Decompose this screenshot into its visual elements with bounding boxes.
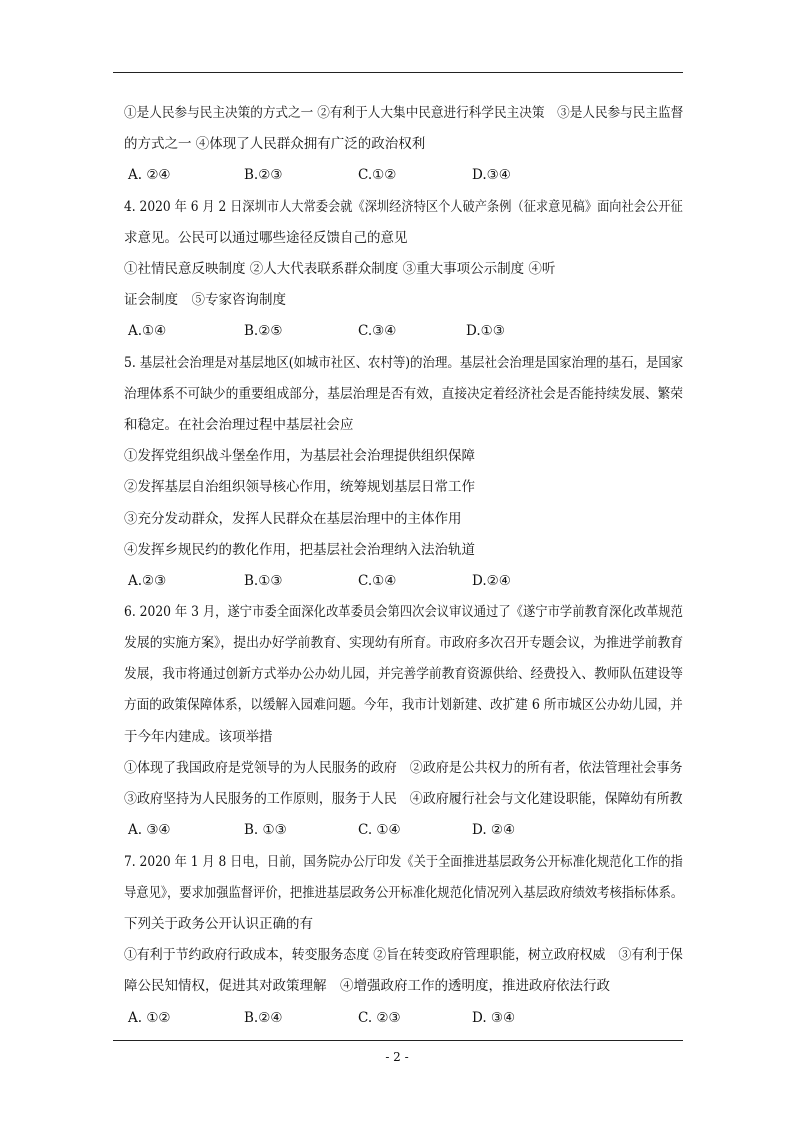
q4-line-4: 证会制度 ⑤专家咨询制度 <box>124 292 286 308</box>
q6-option-b: B. ①③ <box>244 822 287 838</box>
q5-line-1: 5. 基层社会治理是对基层地区(如城市社区、农村等)的治理。基层社会治理是国家治理的基石，是国家 <box>124 355 684 371</box>
q7-line-4: ①有利于节约政府行政成本，转变服务态度 ②旨在转变政府管理职能，树立政府权威 ③有利于保 <box>124 947 683 963</box>
q6-line-1: 6. 2020 年 3 月，遂宁市委全面深化改革委员会第四次会议审议通过了《遂宁市学前教育深化改革规范 <box>124 604 683 620</box>
q5-option-c: C.①④ <box>358 573 397 589</box>
q5-option-d: D.②④ <box>472 573 511 589</box>
q4-line-2: 求意见。公民可以通过哪些途径反馈自己的意见 <box>124 230 408 246</box>
q7-option-b: B.②④ <box>244 1010 283 1026</box>
q5-line-5: ②发挥基层自治组织领导核心作用，统筹规划基层日常工作 <box>124 479 475 495</box>
q3-line-2: 的方式之一 ④体现了人民群众拥有广泛的政治权利 <box>124 136 426 152</box>
q6-line-2: 发展的实施方案》，提出办好学前教育、实现幼有所育。市政府多次召开专题会议，为推进学前教育 <box>124 635 684 651</box>
q7-line-3: 下列关于政务公开认识正确的有 <box>124 916 313 932</box>
q3-option-d: D.③④ <box>472 167 511 183</box>
page-number: - 2 - <box>385 1050 409 1064</box>
q5-option-a: A.②③ <box>128 573 167 589</box>
footer-rule <box>113 1040 683 1041</box>
q5-option-b: B.①③ <box>244 573 283 589</box>
q4-option-a: A.①④ <box>128 323 167 339</box>
q6-line-5: 于今年内建成。该项举措 <box>124 729 273 745</box>
q6-line-6: ①体现了我国政府是党领导的为人民服务的政府 ②政府是公共权力的所有者，依法管理社会事务 <box>124 760 683 776</box>
q6-line-7: ③政府坚持为人民服务的工作原则，服务于人民 ④政府履行社会与文化建设职能，保障幼有所教 <box>124 791 683 807</box>
q5-line-2: 治理体系不可缺少的重要组成部分，基层治理是否有效，直接决定着经济社会是否能持续发展、繁荣 <box>124 386 684 402</box>
q7-option-c: C. ②③ <box>358 1010 401 1026</box>
q5-line-6: ③充分发动群众，发挥人民群众在基层治理中的主体作用 <box>124 511 462 527</box>
q4-option-c: C.③④ <box>358 323 397 339</box>
q6-option-a: A. ③④ <box>128 822 171 838</box>
q6-line-3: 发展，我市将通过创新方式举办公办幼儿园，并完善学前教育资源供给、经费投入、教师队伍建设等 <box>124 666 684 682</box>
q3-line-1: ①是人民参与民主决策的方式之一 ②有利于人大集中民意进行科学民主决策 ③是人民参与民主监督 <box>124 105 684 121</box>
q7-line-5: 障公民知情权，促进其对政策理解 ④增强政府工作的透明度，推进政府依法行政 <box>124 978 610 994</box>
q3-option-a: A. ②④ <box>128 167 171 183</box>
q3-option-b: B.②③ <box>244 167 283 183</box>
q7-option-d: D. ③④ <box>472 1010 516 1026</box>
q4-line-1: 4. 2020 年 6 月 2 日深圳市人大常委会就《深圳经济特区个人破产条例（征求意见稿》面向社会公开征 <box>124 199 683 215</box>
header-rule <box>113 72 683 73</box>
q3-option-c: C.①② <box>358 167 397 183</box>
q5-line-7: ④发挥乡规民约的教化作用，把基层社会治理纳入法治轨道 <box>124 542 475 558</box>
q5-line-4: ①发挥党组织战斗堡垒作用，为基层社会治理提供组织保障 <box>124 448 475 464</box>
q5-line-3: 和稳定。在社会治理过程中基层社会应 <box>124 417 354 433</box>
q7-line-2: 导意见》，要求加强监督评价，把推进基层政务公开标准化规范化情况列入基层政府绩效考核指标体系。 <box>124 885 684 901</box>
q6-line-4: 方面的政策保障体系，以缓解入园难问题。今年，我市计划新建、改扩建 6 所市城区公办幼儿园，并 <box>124 697 683 713</box>
q6-option-c: C. ①④ <box>358 822 401 838</box>
q4-line-3: ①社情民意反映制度 ②人大代表联系群众制度 ③重大事项公示制度 ④听 <box>124 261 556 277</box>
q4-option-d: D.①③ <box>466 323 505 339</box>
q7-option-a: A. ①② <box>128 1010 171 1026</box>
q4-option-b: B.②⑤ <box>244 323 283 339</box>
q7-line-1: 7. 2020 年 1 月 8 日电，日前，国务院办公厅印发《关于全面推进基层政务公开标准化规范化工作的指 <box>124 854 683 870</box>
q6-option-d: D. ②④ <box>472 822 516 838</box>
